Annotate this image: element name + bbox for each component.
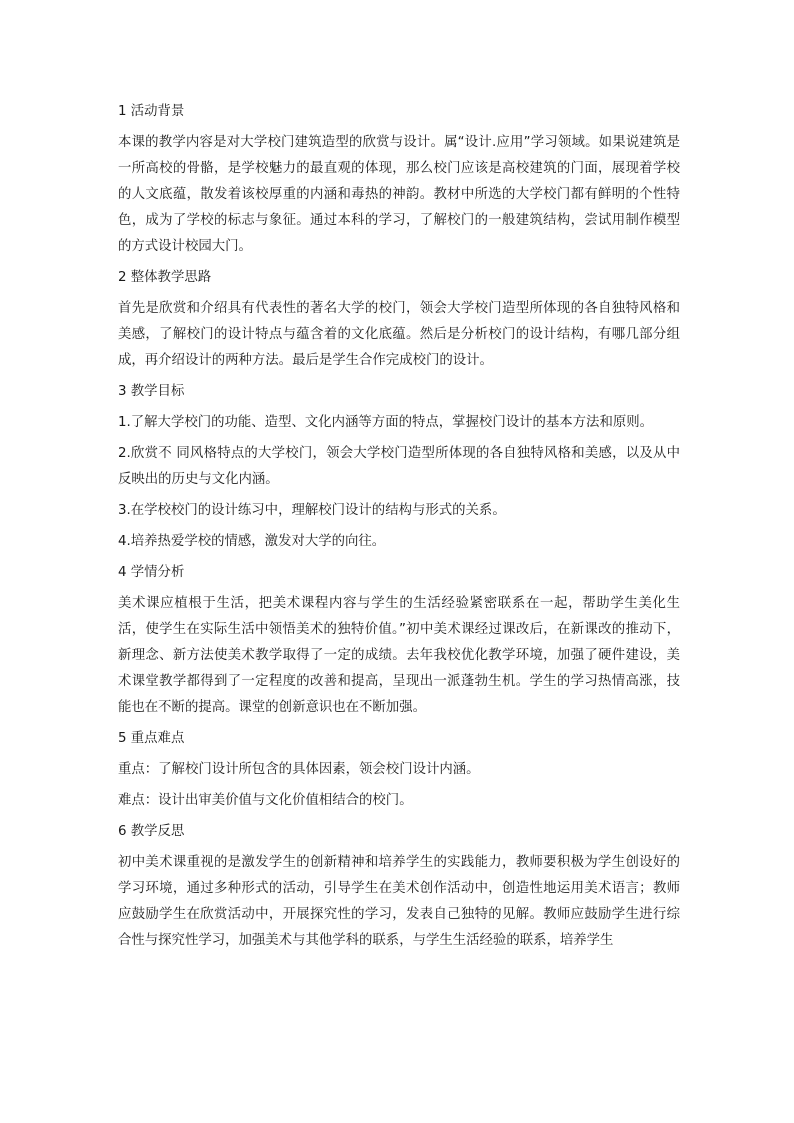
goal-item: 4.培养热爱学校的情感，激发对大学的向往。 bbox=[118, 534, 386, 549]
paragraph: 本课的教学内容是对大学校门建筑造型的欣赏与设计。属“设计.应用”学习领域。如果说建筑是一所高校的骨骼，是学校魅力的最直观的体现，那么校门应该是高校建筑的门面，展现着学校的人文底蕴，散发着该校厚重的内涵和毒热的神韵。教材中所选的大学校门都有鲜明的个性特色，成为了学校的标志与象征。通过本科的学习，了解校门的一般建筑结构，尝试用制作模型的方式设计校园大门。 bbox=[118, 135, 680, 254]
section-student-analysis bbox=[118, 560, 680, 721]
goal-item: 3.在学校校门的设计练习中，理解校门设计的结构与形式的关系。 bbox=[118, 503, 506, 518]
section-heading: 3 教学目标 bbox=[118, 384, 185, 399]
paragraph: 初中美术课重视的是激发学生的创新精神和培养学生的实践能力，教师要积极为学生创设好的学习环境，通过多种形式的活动，引导学生在美术创作活动中，创造性地运用美术语言；教师应鼓励学生在欣赏活动中，开展探究性的学习，发表自己独特的见解。教师应鼓励学生进行综合性与探究性学习，加强美术与其他学科的联系，与学生生活经验的联系，培养学生 bbox=[118, 855, 680, 948]
section-teaching-approach bbox=[118, 265, 680, 374]
section-heading: 4 学情分析 bbox=[118, 565, 185, 580]
goal-item: 2.欣赏不 同风格特点的大学校门，领会大学校门造型所体现的各自独特风格和美感，以及从中反映出的历史与文化内涵。 bbox=[118, 446, 680, 487]
section-key-points bbox=[118, 726, 680, 814]
section-teaching-goals bbox=[118, 379, 680, 555]
section-teaching-reflection bbox=[118, 819, 680, 954]
section-heading: 5 重点难点 bbox=[118, 731, 185, 746]
paragraph: 首先是欣赏和介绍具有代表性的著名大学的校门，领会大学校门造型所体现的各自独特风格和美感，了解校门的设计特点与蕴含着的文化底蕴。然后是分析校门的设计结构，有哪几部分组成，再介绍设计的两种方法。最后是学生合作完成校门的设计。 bbox=[118, 301, 680, 368]
section-heading: 2 整体教学思路 bbox=[118, 270, 212, 285]
section-heading: 1 活动背景 bbox=[118, 104, 185, 119]
section-heading: 6 教学反思 bbox=[118, 824, 185, 839]
key-point: 重点：了解校门设计所包含的具体因素，领会校门设计内涵。 bbox=[118, 762, 480, 777]
difficult-point: 难点：设计出审美价值与文化价值相结合的校门。 bbox=[118, 793, 413, 808]
goal-item: 1.了解大学校门的功能、造型、文化内涵等方面的特点，掌握校门设计的基本方法和原则。 bbox=[118, 415, 654, 430]
document-page bbox=[118, 99, 680, 959]
section-activity-background bbox=[118, 99, 680, 260]
paragraph: 美术课应植根于生活，把美术课程内容与学生的生活经验紧密联系在一起，帮助学生美化生活，使学生在实际生活中领悟美术的独特价值。”初中美术课经过课改后，在新课改的推动下，新理念、新方法使美术教学取得了一定的成绩。去年我校优化教学环境，加强了硬件建设，美术课堂教学都得到了一定程度的改善和提高，呈现出一派蓬勃生机。学生的学习热情高涨，技能也在不断的提高。课堂的创新意识也在不断加强。 bbox=[118, 596, 680, 715]
